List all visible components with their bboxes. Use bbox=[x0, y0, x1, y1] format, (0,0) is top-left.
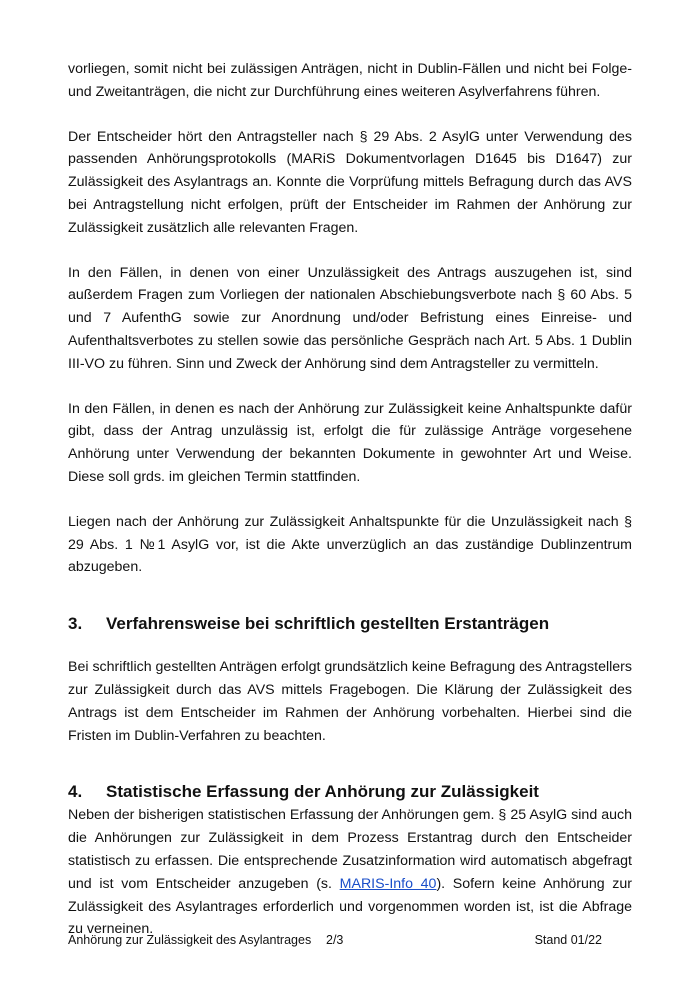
maris-info-link[interactable]: MARIS-Info 40 bbox=[339, 875, 437, 892]
section-3-number: 3. bbox=[68, 614, 83, 634]
paragraph-admissible-hearing: In den Fällen, in denen es nach der Anhörung zur Zulässigkeit keine Anhaltspunkte dafür gibt, dass der Antrag unzulässig ist, erfolgt die für zulässige Anträge vorgesehene Anhörung unter Verwendung der bekannten Dokumente in gewohnter Art und Weise. Diese soll grds. im gleichen Termin stattfinden. bbox=[68, 400, 632, 485]
footer-status-date: Stand 01/22 bbox=[534, 933, 602, 947]
footer-document-title: Anhörung zur Zulässigkeit des Asylantrages bbox=[68, 933, 312, 947]
paragraph-statistics bbox=[68, 804, 632, 941]
paragraph-inadmissibility-questions: In den Fällen, in denen von einer Unzulässigkeit des Antrags auszugehen ist, sind außerdem Fragen zum Vorliegen der nationalen Abschiebungsverbote nach § 60 Abs. 5 und 7 AufenthG sowie zur Anordnung und/oder Befristung eines Einreise- und Aufenthaltsverbotes zu stellen sowie das persönliche Gespräch nach Art. 5 Abs. 1 Dublin III-VO zu führen. Sinn und Zweck der Anhörung sind dem Antragsteller zu vermitteln. bbox=[68, 264, 632, 372]
section-4-number: 4. bbox=[68, 782, 83, 802]
statistics-text-before-link: Neben der bisherigen statistischen Erfassung der Anhörungen gem. § 25 AsylG sind auch die Anhörungen zur Zulässigkeit in dem Prozess Erstantrag durch den Entscheider statistisch zu erfassen. Die entsprechende Zusatzinformation wird automatisch abgefragt und ist vom Entscheider anzugeben (s. bbox=[68, 807, 632, 892]
section-4-title: Statistische Erfassung der Anhörung zur Zulässigkeit bbox=[106, 782, 539, 802]
paragraph-dublin-transfer: Liegen nach der Anhörung zur Zulässigkeit Anhaltspunkte für die Unzulässigkeit nach § 29 Abs. 1 №1 AsylG vor, ist die Akte unverzüglich an das zuständige Dublinzentrum abzugeben. bbox=[68, 513, 632, 576]
section-3-heading bbox=[68, 613, 632, 635]
statistics-text-after-link: ). Sofern keine Anhörung zur Zulässigkeit des Asylantrages erforderlich und vorgenommen worden ist, ist die Abfrage zu verneinen. bbox=[68, 875, 633, 938]
section-3-title: Verfahrensweise bei schriftlich gestellten Erstanträgen bbox=[106, 614, 550, 634]
paragraph-intro-continuation: vorliegen, somit nicht bei zulässigen Anträgen, nicht in Dublin-Fällen und nicht bei Folge- und Zweitanträgen, die nicht zur Durchführung eines weiteren Asylverfahrens führen. bbox=[68, 61, 632, 100]
section-4-heading bbox=[68, 781, 632, 803]
footer-page-number: 2/3 bbox=[326, 933, 344, 947]
paragraph-hearing-procedure: Der Entscheider hört den Antragsteller nach § 29 Abs. 2 AsylG unter Verwendung des passenden Anhörungsprotokolls (MARiS Dokumentvorlagen D1645 bis D1647) zur Zulässigkeit des Asylantrags an. Konnte die Vorprüfung mittels Befragung durch das AVS bei Antragstellung nicht erfolgen, prüft der Entscheider im Rahmen der Anhörung zur Zulässigkeit zusätzlich alle relevanten Fragen. bbox=[68, 128, 632, 236]
document-body bbox=[68, 58, 632, 941]
paragraph-written-applications: Bei schriftlich gestellten Anträgen erfolgt grundsätzlich keine Befragung des Antragstellers zur Zulässigkeit durch das AVS mittels Fragebogen. Die Klärung der Zulässigkeit des Antrags ist dem Entscheider im Rahmen der Anhörung vorbehalten. Hierbei sind die Fristen im Dublin-Verfahren zu beachten. bbox=[68, 659, 632, 744]
